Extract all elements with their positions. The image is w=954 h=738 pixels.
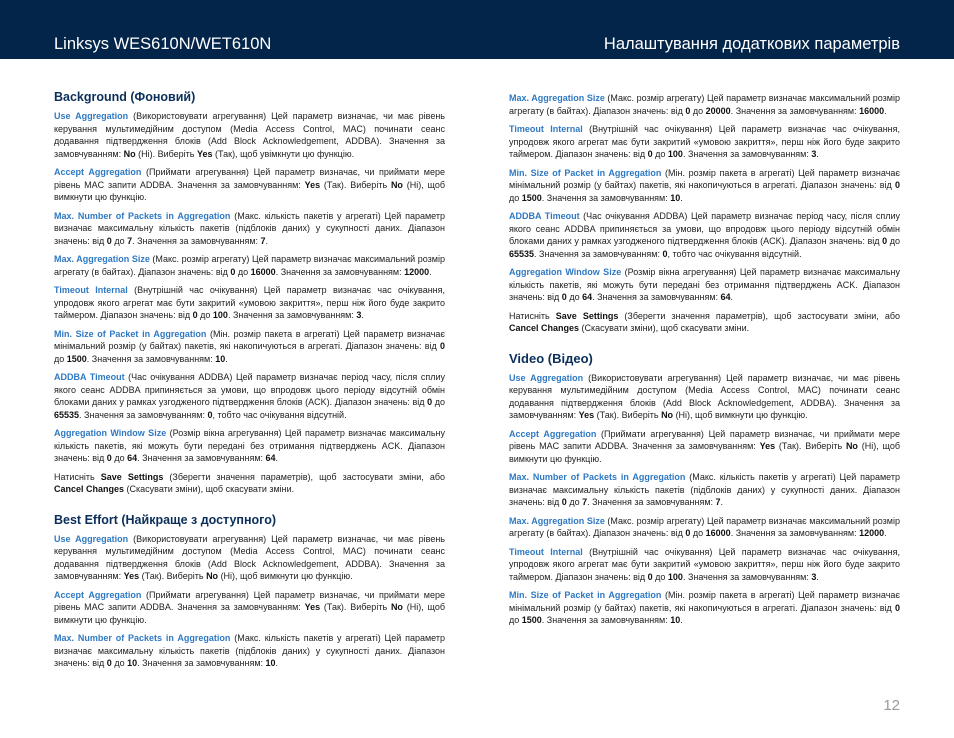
- page-number: 12: [883, 697, 900, 714]
- value: Yes: [759, 441, 776, 451]
- paragraph: [54, 328, 445, 366]
- value: 0: [106, 453, 112, 463]
- value: 64: [127, 453, 138, 463]
- text: . Значення за замовчуванням:: [137, 453, 266, 463]
- paragraph: [509, 515, 900, 540]
- paragraph: [54, 110, 445, 160]
- value: 7: [127, 235, 133, 246]
- cancel-changes-label: Cancel Changes: [509, 323, 580, 333]
- text: (Приймати агрегування) Цей параметр визначає, чи приймати мере рівень MAC запити ADDBA. Значення за замовчуванням:: [54, 589, 445, 612]
- value: Yes: [304, 179, 321, 190]
- value: 16000: [705, 528, 731, 538]
- paragraph: [54, 371, 445, 421]
- text: (Зберегти значення параметрів), щоб застосувати зміни, або: [618, 310, 900, 321]
- term: Timeout Internal: [509, 124, 583, 134]
- text: (Мін. розмір пакета в агрегаті) Цей параметр визначає мінімальний розмір (у байтах) пакетів, які накопичуються в агрегаті. Діапазон значень: від: [509, 167, 901, 190]
- term: Accept Aggregation: [54, 589, 142, 600]
- text: (Використовувати агрегування) Цей параметр визначає, чи має рівень керування мультимедійним доступом (Media Access Control, MAC) починати сеанс додавання підтвердження блоків (Add Block Acknowledgement, ADDBA). Значення за замовчуванням:: [509, 372, 900, 420]
- text: (Ні), щоб вимкнути цю функцію.: [54, 602, 445, 625]
- value: 7: [260, 235, 266, 246]
- value: Yes: [304, 602, 321, 612]
- value: 10: [127, 658, 138, 668]
- text: . Значення за замовчуванням:: [541, 615, 671, 625]
- text: .: [275, 658, 279, 668]
- text: (Внутрішній час очікування) Цей параметр визначає час очікування, упродовж якого агрегат має бути закритий «умовою закриття», перш ніж його буде закрито таймером. Діапазон значень: від: [54, 285, 446, 320]
- text: (Внутрішній час очікування) Цей параметр визначає час очікування, упродовж якого агрегат має бути закритий «умовою закриття», перш ніж його буде закрито таймером. Діапазон значень: від: [509, 546, 901, 582]
- value: 0: [561, 497, 567, 507]
- paragraph: [509, 546, 900, 584]
- value: No: [390, 602, 403, 612]
- text: (Так). Виберіть: [139, 571, 207, 581]
- text: . Значення за замовчуванням:: [587, 497, 716, 507]
- text: (Приймати агрегування) Цей параметр визначає, чи приймати мере рівень MAC запити ADDBA. Значення за замовчуванням:: [54, 167, 445, 190]
- text: до: [509, 192, 522, 203]
- video-heading: Video (Відео): [509, 350, 593, 366]
- text: (Макс. кількість пакетів у агрегаті) Цей параметр визначає максимальну кількість пакетів (підблоків даних) у сукупності даних. Діапазон значень: від: [54, 633, 445, 668]
- text: (Приймати агрегування) Цей параметр визначає, чи приймати мере рівень MAC запити ADDBA. Значення за замовчуванням:: [509, 428, 900, 451]
- value: 10: [670, 192, 681, 203]
- paragraph: [509, 471, 900, 509]
- text: (Розмір вікна агрегування) Цей параметр визначає максимальну кількість пакетів, які можуть бути передані без отримання підтверджень ACK. Діапазон значень: від: [54, 428, 445, 463]
- left-column: [54, 89, 445, 676]
- value: 0: [662, 248, 668, 259]
- value: No: [123, 148, 136, 159]
- value: 64: [582, 292, 593, 302]
- save-settings-label: Save Settings: [100, 471, 164, 482]
- text: .: [265, 235, 269, 246]
- value: 12000: [859, 528, 885, 538]
- text: . Значення за замовчуванням:: [137, 658, 266, 668]
- value: 7: [715, 497, 721, 507]
- text: . Значення за замовчуванням:: [730, 528, 860, 538]
- value: 0: [439, 341, 445, 351]
- section-title: Налаштування додаткових параметрів: [603, 35, 900, 53]
- value: No: [661, 410, 674, 420]
- text: .: [884, 528, 887, 538]
- value: 0: [647, 571, 653, 582]
- text: (Макс. розмір агрегату) Цей параметр визначає максимальний розмір агрегату (в байтах). Діапазон значень: від: [509, 93, 900, 116]
- term: Accept Aggregation: [509, 428, 597, 439]
- text: (Макс. кількість пакетів у агрегаті) Цей параметр визначає максимальну кількість пакетів (підблоків даних) у сукупності даних. Діапазон значень: від: [54, 210, 445, 246]
- term: Max. Aggregation Size: [509, 93, 605, 103]
- paragraph: [509, 589, 900, 627]
- term: Aggregation Window Size: [509, 267, 622, 277]
- text: . Значення за замовчуванням:: [541, 192, 671, 203]
- text: до: [690, 105, 706, 116]
- paragraph: [509, 210, 900, 260]
- value: 10: [265, 658, 276, 668]
- text: (Мін. розмір пакета в агрегаті) Цей параметр визначає мінімальний розмір (у байтах) пакетів, які накопичуються в агрегаті. Діапазон значень: від: [54, 328, 446, 351]
- text: (Ні), щоб вимкнути цю функцію.: [218, 571, 353, 581]
- text: до: [566, 497, 583, 507]
- paragraph: [54, 284, 445, 322]
- value: 1500: [521, 615, 542, 625]
- text: (Так). Виберіть: [775, 441, 846, 451]
- text: (Скасувати зміни), щоб скасувати зміни.: [579, 323, 750, 333]
- text: до: [652, 149, 668, 159]
- text: (Так). Виберіть: [594, 410, 662, 420]
- value: 65535: [509, 248, 535, 259]
- value: 64: [720, 292, 731, 302]
- paragraph: [509, 266, 900, 304]
- text: (Ні). Виберіть: [135, 148, 197, 159]
- text: .: [429, 266, 432, 277]
- value: 0: [230, 266, 236, 277]
- value: 0: [561, 292, 567, 302]
- text: (Макс. розмір агрегату) Цей параметр визначає максимальний розмір агрегату (в байтах). Діапазон значень: від: [54, 254, 445, 277]
- value: 100: [667, 571, 683, 582]
- value: 0: [894, 602, 900, 613]
- text: (Час очікування ADDBA) Цей параметр визначає період часу, після сплиу якого сеанс ADDBA припиняється за умови, що впродовж цього періоду відсутній обмін блоками даних у рамках узгодженого підтвердження блоків (ACK). Діапазон значень: від: [509, 211, 900, 246]
- text: до: [432, 397, 445, 407]
- text: до: [690, 528, 706, 538]
- text: . Значення за замовчуванням:: [275, 266, 405, 277]
- term: Max. Aggregation Size: [509, 515, 605, 526]
- paragraph: [509, 167, 900, 205]
- paragraph: [54, 427, 445, 465]
- paragraph: [509, 372, 900, 422]
- value: 0: [647, 149, 653, 159]
- text: Натисніть: [54, 471, 101, 482]
- text: . Значення за замовчуванням:: [730, 105, 860, 116]
- text: (Макс. розмір агрегату) Цей параметр визначає максимальний розмір агрегату (в байтах). Діапазон значень: від: [509, 515, 900, 538]
- text: .: [816, 571, 819, 582]
- term: Aggregation Window Size: [54, 428, 167, 438]
- text: (Час очікування ADDBA) Цей параметр визначає період часу, після сплиу якого сеанс ADDBA припиняється за умови, що впродовж цього періоду відсутній обмін блоками даних у рамках узгодженого підтвердження блоків (ACK). Діапазон значень: від: [54, 372, 445, 407]
- text: (Так). Виберіть: [320, 602, 391, 612]
- value: Yes: [578, 410, 595, 420]
- text: до: [111, 658, 128, 668]
- text: (Скасувати зміни), щоб скасувати зміни.: [124, 484, 295, 494]
- text: , тобто час очікування відсутній.: [212, 409, 347, 420]
- text: .: [730, 292, 734, 302]
- text: до: [566, 292, 583, 302]
- text: . Значення за замовчуванням:: [682, 149, 812, 159]
- text: (Ні), щоб вимкнути цю функцію.: [509, 441, 900, 464]
- text: (Так). Виберіть: [320, 179, 391, 190]
- text: (Внутрішній час очікування) Цей параметр визначає час очікування, упродовж якого агрегат має бути закритий «умовою закриття», перш ніж його буде закрито таймером. Діапазон значень: від: [509, 124, 901, 159]
- value: 0: [427, 397, 433, 407]
- term: Max. Aggregation Size: [54, 254, 150, 264]
- text: (Використовувати агрегування) Цей параметр визначає, чи має рівень керування мультимедійним доступом (Media Access Control, MAC) починати сеанс додавання підтвердження блоків (Add Block Acknowledgement, ADDBA). Значення за замовчуванням:: [54, 533, 445, 581]
- paragraph: [54, 533, 445, 583]
- text: до: [509, 615, 522, 625]
- paragraph: [54, 632, 445, 670]
- product-title: Linksys WES610N/WET610N: [54, 35, 272, 53]
- term: Use Aggregation: [54, 533, 129, 544]
- value: 65535: [54, 409, 80, 420]
- text: . Значення за замовчуванням:: [592, 292, 721, 302]
- value: 3: [356, 310, 362, 320]
- text: (Зберегти значення параметрів), щоб застосувати зміни, або: [163, 471, 445, 482]
- term: Min. Size of Packet in Aggregation: [54, 328, 207, 339]
- text: . Значення за замовчуванням:: [682, 571, 812, 582]
- paragraph: [509, 428, 900, 466]
- right-column: [509, 92, 900, 633]
- text: .: [361, 310, 364, 320]
- text: (Ні), щоб вимкнути цю функцію.: [54, 179, 445, 202]
- text: до: [197, 310, 213, 320]
- background-heading: Background (Фоновий): [54, 90, 196, 104]
- save-settings-label: Save Settings: [555, 310, 619, 321]
- term: Use Aggregation: [509, 372, 584, 383]
- value: 0: [882, 236, 888, 246]
- value: Yes: [197, 148, 213, 159]
- text: до: [111, 453, 128, 463]
- value: 0: [685, 105, 691, 116]
- value: 0: [106, 235, 112, 246]
- term: Max. Number of Packets in Aggregation: [54, 210, 231, 221]
- value: 20000: [705, 105, 731, 116]
- value: 10: [670, 615, 681, 625]
- value: 0: [192, 310, 198, 320]
- term: Max. Number of Packets in Aggregation: [509, 472, 686, 482]
- value: 16000: [859, 105, 885, 116]
- text: до: [54, 353, 67, 364]
- value: No: [845, 441, 858, 451]
- term: Use Aggregation: [54, 111, 129, 121]
- term: ADDBA Timeout: [54, 372, 125, 382]
- text: .: [680, 615, 683, 625]
- value: 0: [106, 658, 112, 668]
- value: 100: [212, 310, 228, 320]
- value: 10: [215, 353, 226, 364]
- term: Max. Number of Packets in Aggregation: [54, 633, 231, 643]
- paragraph: [509, 123, 900, 161]
- text: (Макс. кількість пакетів у агрегаті) Цей параметр визначає максимальну кількість пакетів (підблоків даних) у сукупності даних. Діапазон значень: від: [509, 472, 900, 507]
- paragraph: [54, 210, 445, 248]
- value: 3: [811, 571, 817, 582]
- value: 100: [667, 149, 683, 159]
- paragraph: [54, 589, 445, 627]
- paragraph: [54, 166, 445, 204]
- text: Натисніть: [509, 310, 556, 321]
- value: 7: [582, 497, 588, 507]
- value: 3: [811, 149, 817, 159]
- text: .: [680, 192, 683, 203]
- text: .: [275, 453, 279, 463]
- text: .: [884, 105, 887, 116]
- text: (Використовувати агрегування) Цей параметр визначає, чи має рівень керування мультимедійним доступом (Media Access Control, MAC) починати сеанс додавання підтвердження блоків (Add Block Acknowledgement, ADDBA). Значення за замовчуванням:: [54, 111, 445, 159]
- paragraph: [509, 92, 900, 117]
- text: . Значення за замовчуванням:: [227, 310, 357, 320]
- text: (Розмір вікна агрегування) Цей параметр визначає максимальну кількість пакетів, які можуть бути передані без отримання підтверджень ACK. Діапазон значень: від: [509, 267, 900, 302]
- text: .: [816, 149, 819, 159]
- text: .: [225, 353, 228, 364]
- paragraph: [54, 253, 445, 278]
- text: , тобто час очікування відсутній.: [667, 248, 802, 259]
- text: (Так), щоб увімкнути цю функцію.: [212, 148, 355, 159]
- best-effort-heading: Best Effort (Найкраще з доступного): [54, 512, 277, 527]
- value: 0: [894, 180, 900, 190]
- text: до: [235, 266, 251, 277]
- term: Timeout Internal: [509, 546, 583, 557]
- text: до: [652, 571, 668, 582]
- text: до: [111, 235, 128, 246]
- text: . Значення за замовчуванням:: [86, 353, 216, 364]
- text: . Значення за замовчуванням:: [534, 248, 663, 259]
- value: No: [206, 571, 219, 581]
- text: до: [887, 236, 900, 246]
- text: (Ні), щоб вимкнути цю функцію.: [673, 410, 808, 420]
- term: Accept Aggregation: [54, 167, 142, 177]
- value: 0: [207, 409, 213, 420]
- cancel-changes-label: Cancel Changes: [54, 484, 125, 494]
- text: . Значення за замовчуванням:: [79, 409, 208, 420]
- value: 1500: [66, 353, 87, 364]
- paragraph: [509, 310, 900, 335]
- page-header: [0, 0, 954, 59]
- value: 12000: [404, 266, 430, 277]
- value: 16000: [250, 266, 276, 277]
- term: Timeout Internal: [54, 285, 128, 295]
- value: 0: [685, 528, 691, 538]
- value: No: [390, 179, 403, 190]
- value: Yes: [123, 571, 140, 581]
- value: 64: [265, 453, 276, 463]
- text: (Мін. розмір пакета в агрегаті) Цей параметр визначає мінімальний розмір (у байтах) пакетів, які накопичуються в агрегаті. Діапазон значень: від: [509, 590, 901, 613]
- term: Min. Size of Packet in Aggregation: [509, 590, 662, 600]
- text: .: [720, 497, 724, 507]
- value: 1500: [521, 192, 542, 203]
- term: ADDBA Timeout: [509, 211, 580, 221]
- term: Min. Size of Packet in Aggregation: [509, 167, 662, 178]
- text: . Значення за замовчуванням:: [132, 235, 261, 246]
- paragraph: [54, 471, 445, 496]
